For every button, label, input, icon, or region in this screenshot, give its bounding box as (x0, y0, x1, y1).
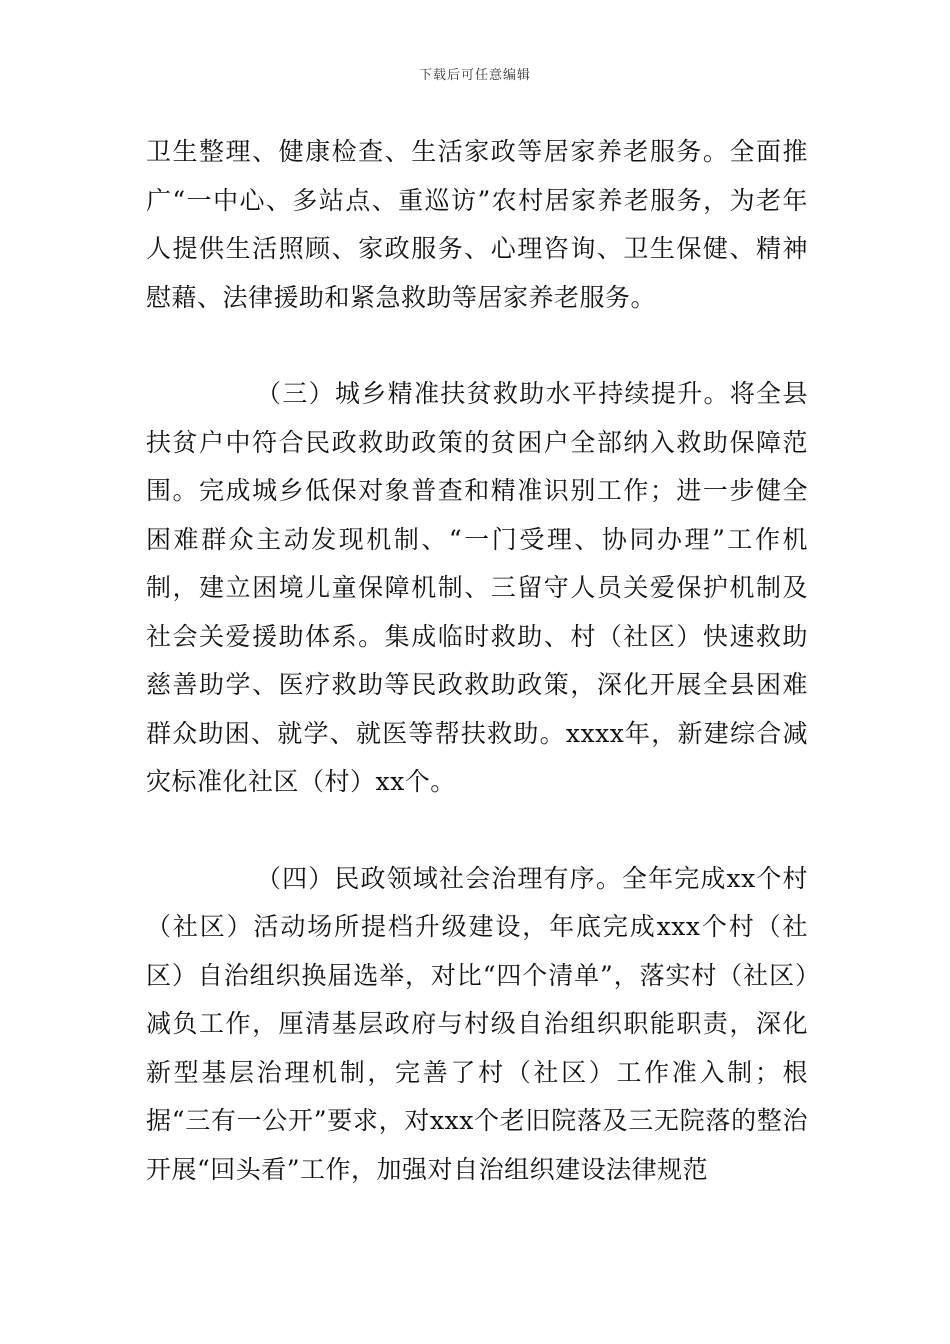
paragraph-gap (146, 322, 808, 370)
paragraph-elderly-care: 卫生整理、健康检查、生活家政等居家养老服务。全面推广“一中心、多站点、重巡访”农村居家养老服务，为老年人提供生活照顾、家政服务、心理咨询、卫生保健、精神慰藉、法律援助和紧急救助等居家养老服务。 (146, 137, 808, 312)
paragraph-social-governance: （四）民政领域社会治理有序。全年完成xx个村（社区）活动场所提档升级建设，年底完成xxx个村（社区）自治组织换届选举，对比“四个清单”，落实村（社区）减负工作，厘清基层政府与村级自治组织职能职责，深化新型基层治理机制，完善了村（社区）工作准入制；根据“三有一公开”要求，对xxx个老旧院落及三无院落的整治开展“回头看”工作，加强对自治组织建设法律规范 (146, 863, 808, 1184)
page-header-note: 下载后可任意编辑 (418, 68, 531, 83)
paragraph-poverty-relief: （三）城乡精准扶贫救助水平持续提升。将全县扶贫户中符合民政救助政策的贫困户全部纳入救助保障范围。完成城乡低保对象普查和精准识别工作；进一步健全困难群众主动发现机制、“一门受理、协同办理”工作机制，建立困境儿童保障机制、三留守人员关爱保护机制及社会关爱援助体系。集成临时救助、村（社区）快速救助慈善助学、医疗救助等民政救助政策，深化开展全县困难群众助困、就学、就医等帮扶救助。xxxx年，新建综合减灾标准化社区（村）xx个。 (146, 379, 808, 796)
paragraph-gap (146, 807, 808, 855)
document-body (146, 128, 808, 1194)
